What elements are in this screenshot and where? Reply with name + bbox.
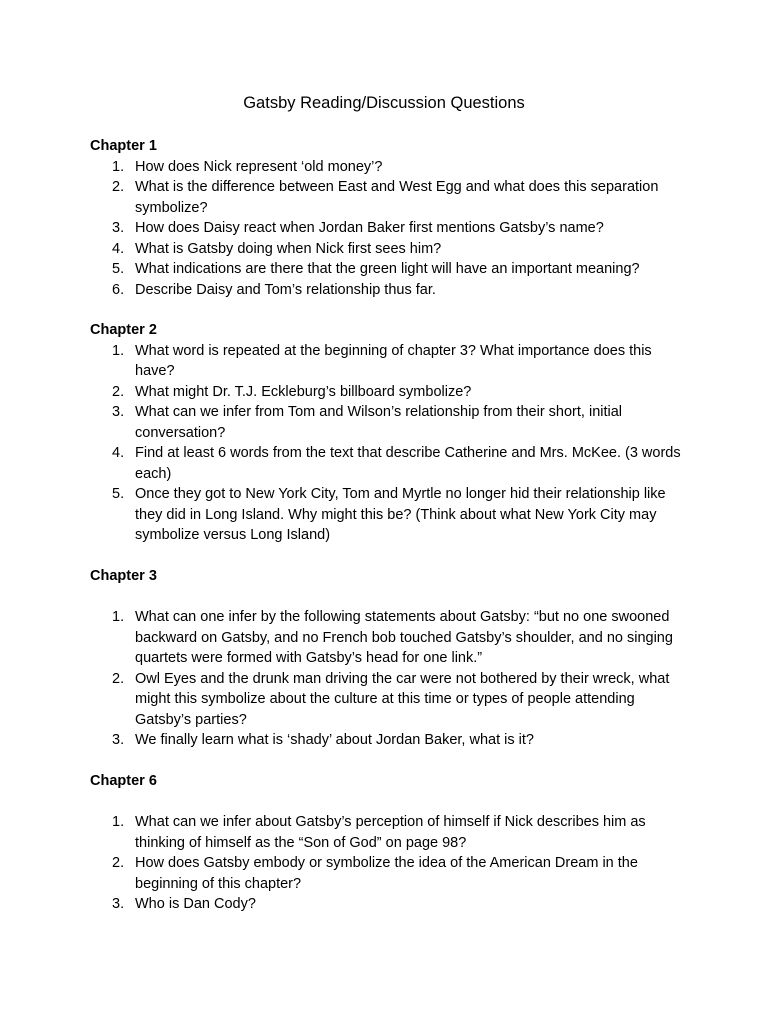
question-number: 1.	[112, 158, 125, 175]
question-number: 3.	[112, 896, 125, 912]
question-item	[90, 280, 690, 301]
question-item	[90, 730, 690, 751]
question-text: How does Daisy react when Jordan Baker first mentions Gatsby’s name?	[135, 220, 604, 236]
question-text: What can one infer by the following statements about Gatsby: “but no one swooned backward on Gatsby, and no French bob touched Gatsby’s shoulder, and no singing quartets were formed with Gatsby’s head for one link.”	[135, 609, 673, 666]
question-text: How does Nick represent ‘old money’?	[135, 158, 383, 175]
question-number: 1.	[112, 609, 125, 625]
question-text: Owl Eyes and the drunk man driving the car were not bothered by their wreck, what might this symbolize about the culture at this time or types of people attending Gatsby’s parties?	[135, 670, 670, 728]
question-number: 6.	[112, 281, 125, 298]
question-list	[90, 157, 690, 301]
question-number: 3.	[112, 220, 125, 236]
section-chapter-1	[90, 136, 690, 300]
section-heading: Chapter 6	[90, 773, 157, 789]
question-list	[90, 341, 690, 546]
question-number: 2.	[112, 383, 125, 400]
question-item	[90, 669, 690, 731]
question-text: Who is Dan Cody?	[135, 896, 256, 912]
question-item	[90, 177, 690, 218]
question-text: What can we infer from Tom and Wilson’s relationship from their short, initial conversation?	[135, 404, 623, 441]
question-list	[90, 607, 690, 751]
question-number: 3.	[112, 404, 125, 420]
question-text: What is the difference between East and West Egg and what does this separation symbolize?	[135, 179, 659, 216]
question-item	[90, 812, 690, 853]
question-item	[90, 157, 690, 178]
question-item	[90, 607, 690, 669]
question-text: We finally learn what is ‘shady’ about Jordan Baker, what is it?	[135, 732, 534, 748]
question-item	[90, 443, 690, 484]
question-text: What is Gatsby doing when Nick first sees him?	[135, 240, 442, 257]
question-list	[90, 812, 690, 915]
question-item	[90, 402, 690, 443]
question-number: 2.	[112, 179, 125, 195]
question-number: 3.	[112, 732, 125, 748]
question-text: What indications are there that the green light will have an important meaning?	[135, 261, 640, 277]
question-number: 4.	[112, 445, 125, 461]
question-item	[90, 382, 690, 403]
question-number: 2.	[112, 670, 125, 687]
question-text: Find at least 6 words from the text that describe Catherine and Mrs. McKee. (3 words each)	[135, 445, 681, 482]
question-item	[90, 853, 690, 894]
question-text: How does Gatsby embody or symbolize the idea of the American Dream in the beginning of this chapter?	[135, 855, 638, 892]
question-number: 4.	[112, 240, 125, 257]
section-heading: Chapter 1	[90, 138, 157, 154]
question-text: Once they got to New York City, Tom and Myrtle no longer hid their relationship like they did in Long Island. Why might this be? (Think about what New York City may symbolize versus Long Island)	[135, 486, 666, 543]
section-heading: Chapter 3	[90, 568, 157, 584]
section-heading: Chapter 2	[90, 322, 157, 338]
question-number: 1.	[112, 342, 125, 359]
question-text: What word is repeated at the beginning of chapter 3? What importance does this have?	[135, 342, 652, 379]
question-item	[90, 894, 690, 915]
question-item	[90, 239, 690, 260]
question-item	[90, 218, 690, 239]
document-title: Gatsby Reading/Discussion Questions	[243, 94, 525, 112]
section-chapter-2	[90, 320, 690, 546]
question-text: What can we infer about Gatsby’s perception of himself if Nick describes him as thinking of himself as the “Son of God” on page 98?	[135, 814, 646, 851]
section-chapter-3	[90, 566, 690, 751]
section-chapter-6	[90, 771, 690, 915]
question-item	[90, 341, 690, 382]
question-text: What might Dr. T.J. Eckleburg’s billboard symbolize?	[135, 383, 472, 400]
question-item	[90, 484, 690, 546]
question-number: 1.	[112, 814, 125, 830]
question-number: 5.	[112, 261, 125, 277]
question-item	[90, 259, 690, 280]
question-text: Describe Daisy and Tom’s relationship thus far.	[135, 281, 436, 298]
question-number: 2.	[112, 855, 125, 871]
question-number: 5.	[112, 486, 125, 502]
